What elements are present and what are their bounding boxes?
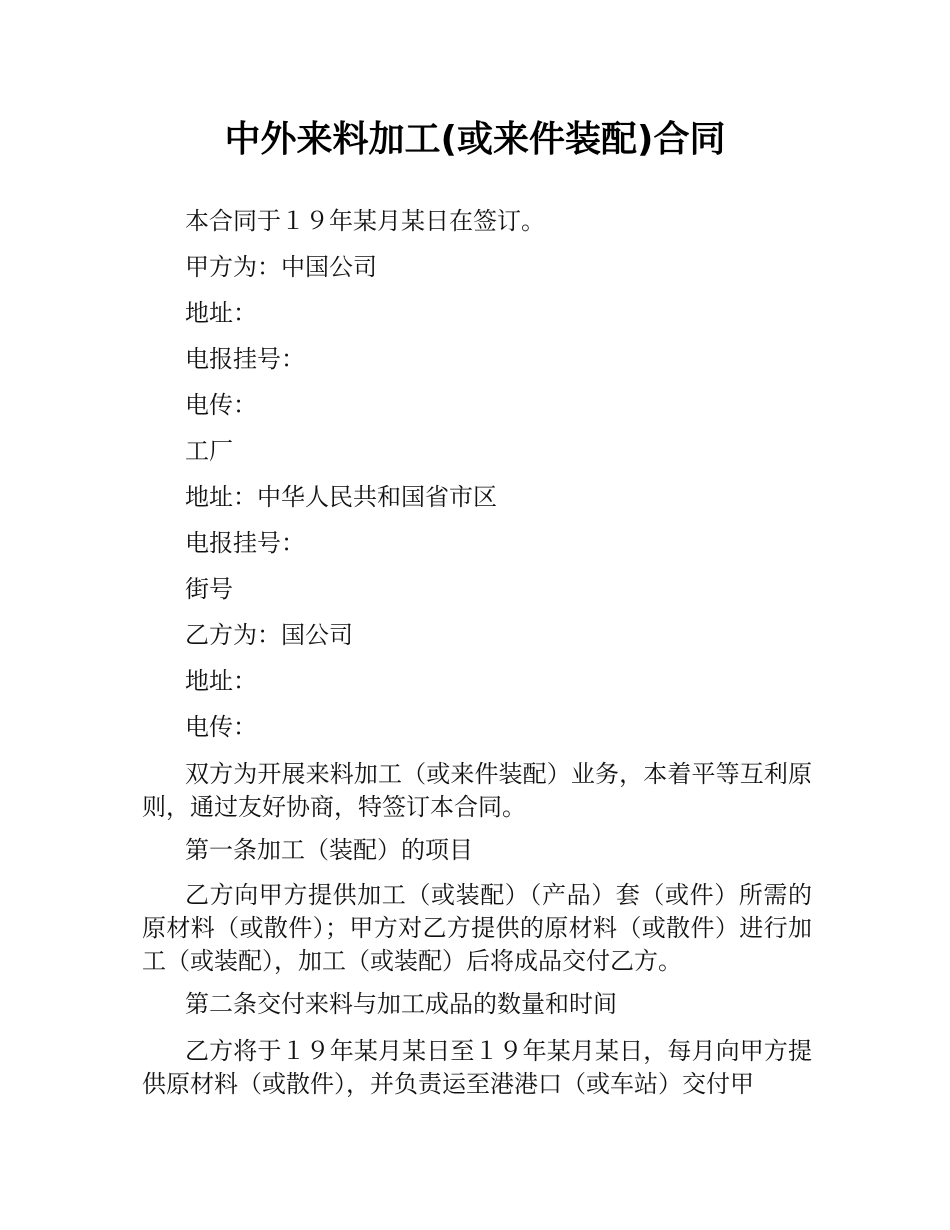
article-2-heading: 第二条交付来料与加工成品的数量和时间 [185, 990, 617, 1018]
party-a-cable-line: 电报挂号： [185, 345, 305, 373]
party-b-telex-line: 电传： [185, 713, 257, 741]
article-1-body: 乙方向甲方提供加工（或装配）（产品）套（或件）所需的原材料（或散件）；甲方对乙方提供的原材料（或散件）进行加工（或装配），加工（或装配）后将成品交付乙方。 [142, 881, 812, 975]
street-number-line: 街号 [185, 575, 233, 603]
party-a-telex-line: 电传： [185, 391, 257, 419]
document-title: 中外来料加工(或来件装配)合同 [224, 119, 726, 160]
factory-line: 工厂 [185, 437, 233, 465]
preamble-paragraph: 双方为开展来料加工（或来件装配）业务，本着平等互利原则，通过友好协商，特签订本合同。 [142, 760, 812, 821]
signing-date-line: 本合同于１９年某月某日在签订。 [185, 207, 545, 235]
party-a-line: 甲方为：中国公司 [185, 253, 377, 281]
party-b-line: 乙方为：国公司 [185, 621, 353, 649]
factory-cable-line: 电报挂号： [185, 529, 305, 557]
party-b-address-line: 地址： [185, 667, 257, 695]
article-1-heading: 第一条加工（装配）的项目 [185, 836, 473, 864]
article-2-body: 乙方将于１９年某月某日至１９年某月某日，每月向甲方提供原材料（或散件），并负责运至港港口（或车站）交付甲 [142, 1037, 812, 1098]
factory-address-line: 地址：中华人民共和国省市区 [185, 483, 497, 511]
party-a-address-line: 地址： [185, 299, 257, 327]
